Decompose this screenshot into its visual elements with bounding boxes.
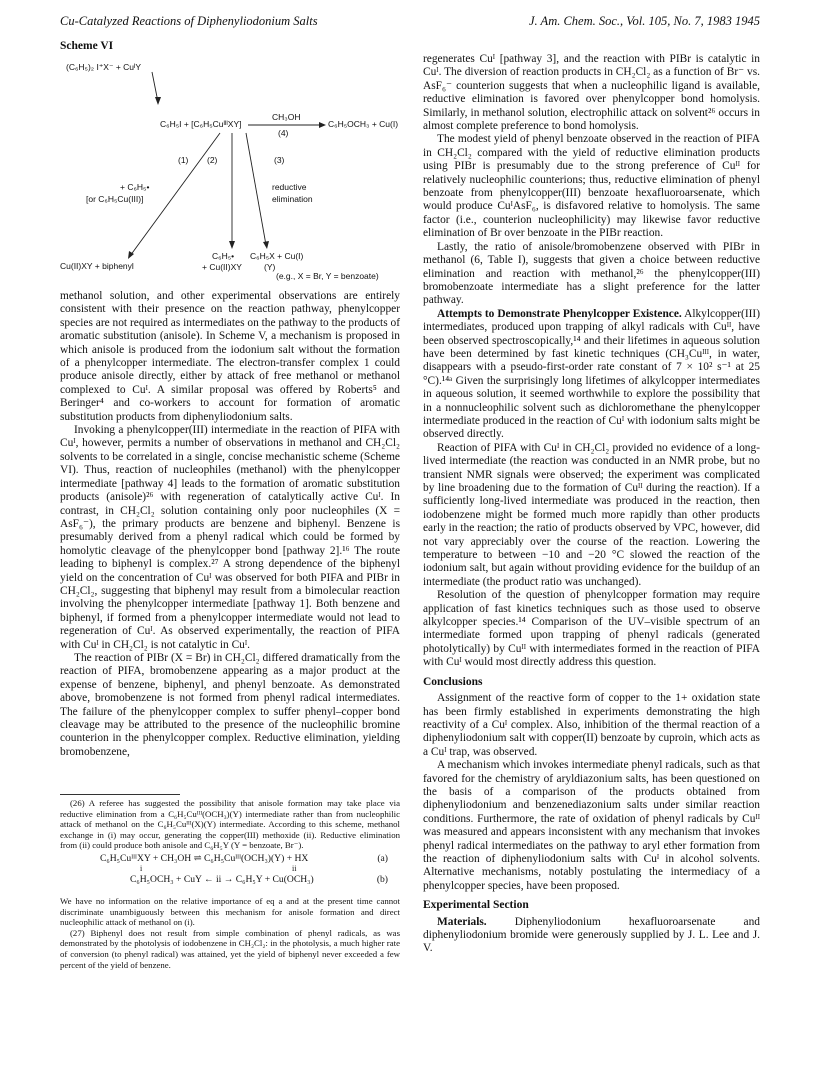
paragraph	[423, 308, 760, 442]
scheme-path1-label-alt: [or C₆H₅Cu(III)]	[86, 194, 144, 204]
paragraph: The reaction of PIBr (X = Br) in CH₂Cl₂ differed dramatically from the reaction of PIFA, bromobenzene appearing as a major product at the expense of benzene, biphenyl, and phenyl benzoate. As demonstrated above, bromobenzene is not formed from phenyl radical intermediates. The failure of the phenylcopper complex to suffer phenyl–copper bond cleavage may be attributed to the presence of the nucleophilic bromine counterion in the phenylcopper complex. Reductive elimination, yielding bromobenzene,	[60, 651, 400, 758]
scheme-product-3-b: (Y)	[264, 262, 276, 272]
paragraph-text: Alkylcopper(III) intermediates, produced upon trapping of alkyl radicals with Cuᴵᴵ, have been observed spectroscopically,¹⁴ and their lifetimes in aqueous solution have been determined by fast kinetic techniques (CH₃Cuᴵᴵᴵ, in water, disappears with a pseudo-first-order rate constant of 7 × 10² s⁻¹ at 25 °C).¹⁴ᵃ Given the surprisingly long lifetimes of alkylcopper intermediates in aqueous solution, it seemed worthwhile to explore the possibility that in a nonnucleophilic solvent such as dichloromethane the phenylcopper intermediate produced in the reaction of Cuᴵ with iodonium salts might be observed directly.	[423, 307, 760, 441]
footnote-26: (26) A referee has suggested the possibility that anisole formation may take place via reductive elimination from a C₆H₅Cuᴵᴵᴵ(OCH₃)(Y) intermediate rather than from nucleophilic attack of methanol on the C₆H₅Cuᴵᴵᴵ(X)(Y) intermediate. According to this scheme, methanol exchange in (i) may occur, generating the copper(III) methoxide (ii). Reductive elimination from (ii) could produce both anisole and C₆H₅Y (Y = benzoate, Br⁻).	[60, 798, 400, 851]
footnote-27: (27) Biphenyl does not result from simple combination of phenyl radicals, as was demonstrated by the photolysis of iodobenzene in CH₂Cl₂: in the photolysis, a much higher rate of conversion (to phenyl radical) was attained, yet the yield of biphenyl never exceeded a few percent of the yield of benzene.	[60, 927, 400, 970]
paragraph: Resolution of the question of phenylcopper formation may require application of fast kinetics techniques such as those used to observe alkylcopper species.¹⁴ Comparison of the UV–visible spectrum of an intermediate formed upon trapping of phenyl radicals (generated photolytically) by Cuᴵᴵ with intermediates formed in the reaction of PIFA with Cuᴵ would most directly address this question.	[423, 589, 760, 669]
equation-a	[60, 854, 400, 872]
right-column	[423, 53, 760, 956]
footnote-26-tail: We have no information on the relative importance of eq a and at the present time cannot discriminate unambiguously between this mechanism for anisole formation and direct nucleophilic attack of methanol on (i).	[60, 895, 400, 928]
scheme-title: Scheme VI	[60, 40, 114, 52]
scheme-path4-number: (4)	[278, 128, 289, 138]
scheme-path2-number: (2)	[207, 155, 218, 165]
arrow-pathway-3	[246, 133, 266, 245]
scheme-path1-label: + C₆H₅•	[120, 182, 150, 192]
paragraph	[423, 916, 760, 956]
scheme-path3-label-2: elimination	[272, 194, 313, 204]
footnotes	[60, 798, 400, 970]
equation-a-text: C₆H₅CuᴵᴵᴵXY + CH₃OH ⇌ C₆H₅Cuᴵᴵᴵ(OCH₃)(Y) + HX	[100, 852, 309, 864]
paragraph: Lastly, the ratio of anisole/bromobenzene observed with PIBr in methanol (6, Table I), suggests that given a choice between reductive elimination and reaction with methanol,²⁶ the phenylcopper(III) bromobenzoate intermediate has a slight preference for the latter pathway.	[423, 240, 760, 307]
section-heading-experimental: Experimental Section	[423, 899, 529, 912]
paragraph: Reaction of PIFA with Cuᴵ in CH₂Cl₂ provided no evidence of a long-lived intermediate (the reaction was conducted in an NMR probe, but no transient NMR signals were observed; the experiment was complicated by line broadening due to the formation of Cuᴵᴵ during the reaction). If a sufficiently long-lived intermediate was produced in the reaction, then iodobenzene might be formed much more rapidly than other products early in the reaction; the ratio of products observed by VPC, however, did not vary appreciably over the course of the reaction. Lowering the temperature to between −10 and −20 °C slowed the reaction of the iodonium salt, but again without providing evidence for the buildup of an intermediate (the product ratio was unchanged).	[423, 441, 760, 588]
equation-a-key: (a)	[377, 852, 388, 864]
paragraph-text: Diphenyliodonium hexafluoroarsenate and diphenyliodonium bromide were generously supplied by J. L. Lee and J. V.	[423, 915, 760, 955]
scheme-product-3: C₆H₅X + Cu(I)	[250, 251, 304, 261]
reaction-scheme	[60, 55, 400, 280]
equation-a-label-i: i	[140, 863, 143, 873]
paragraph: Invoking a phenylcopper(III) intermediate in the reaction of PIFA with Cuᴵ, however, permits a number of observations in methanol and CH₂Cl₂ solvents to be correlated in a single, concise mechanistic scheme (Scheme VI). Thus, reaction of nucleophiles (methanol) with the phenylcopper intermediate [pathway 4] leads to the formation of aromatic substitution products (anisole)²⁶ with regeneration of catalytically active Cuᴵ. In contrast, in CH₂Cl₂ solution containing only poor nucleophiles (X = AsF₆⁻), the primary products are benzene and biphenyl. Benzene is presumably derived from a phenyl radical which could be formed by homolytic cleavage of the phenylcopper bond [pathway 2].¹⁶ The route leading to biphenyl is complex.²⁷ A strong dependence of the biphenyl yield on the concentration of Cuᴵ was observed for both PIFA and PIBr in CH₂Cl₂, suggesting that biphenyl may result from a bimolecular reaction involving the phenylcopper intermediate [pathway 1]. Both benzene and biphenyl, if formed from a phenylcopper intermediate would not lead to regeneration of Cuᴵ. As observed experimentally, the reaction of PIFA with Cuᴵ in CH₂Cl₂ is not catalytic in Cuᴵ.	[60, 424, 400, 651]
scheme-path4-reagent: CH₃OH	[272, 112, 301, 122]
equation-b-text: C₆H₅OCH₃ + CuY ← ii → C₆H₅Y + Cu(OCH₃)	[130, 873, 314, 885]
scheme-path4-product: C₆H₅OCH₃ + Cu(I)	[328, 119, 399, 129]
equation-b-key: (b)	[376, 873, 388, 885]
scheme-path1-number: (1)	[178, 155, 189, 165]
scheme-product-2-b: + Cu(II)XY	[202, 262, 242, 272]
paragraph: The modest yield of phenyl benzoate observed in the reaction of PIFA in CH₂Cl₂ compared with the yield of reductive elimination products using PIBr is presumably due to the strong preference of Cuᴵᴵ for relatively nucleophilic counterions; thus, reductive elimination of phenyl benzoate from phenylcopper(III) benzoate hexafluoroarsenate, which would produce CuᴵAsF₆, is disfavored relative to homolysis. The same factor (i.e., counterion nucleophilicity) may likewise favor reductive elimination of Br over benzoate in the PIBr reaction.	[423, 133, 760, 240]
scheme-path3-label: reductive	[272, 182, 307, 192]
subsection-heading-materials: Materials.	[437, 915, 487, 928]
paragraph: regenerates Cuᴵ [pathway 3], and the reaction with PIBr is catalytic in Cuᴵ. The diversion of reaction products in CH₂Cl₂ as a function of Br⁻ vs. AsF₆⁻ counterion suggests that when a nucleophilic ligand is available, reductive elimination is favored over phenylcopper bond homolysis. Similarly, in methanol solution, electrophilic attack on solvent²⁶ occurs in almost complete preference to bond homolysis.	[423, 53, 760, 133]
left-column	[60, 290, 400, 759]
equation-a-label-ii: ii	[292, 863, 297, 873]
scheme-path3-number: (3)	[274, 155, 285, 165]
equation-b	[60, 875, 400, 893]
arrow-pathway-1	[130, 133, 220, 256]
scheme-product-3-note: (e.g., X = Br, Y = benzoate)	[276, 271, 379, 281]
section-heading-conclusions: Conclusions	[423, 675, 483, 688]
section-heading-phenylcopper: Attempts to Demonstrate Phenylcopper Existence.	[437, 307, 682, 320]
running-header	[60, 14, 760, 30]
footnote-rule	[60, 794, 180, 795]
scheme-reactants: (C₆H₅)₂ I⁺X⁻ + CuᴵY	[66, 62, 142, 72]
scheme-intermediate: C₆H₅I + [C₆H₅CuᴵᴵᴵXY]	[160, 119, 242, 129]
paragraph: Assignment of the reactive form of copper to the 1+ oxidation state has been firmly established in experiments demonstrating the high reactivity of a Cuᴵ complex. Also, inhibition of the thermal reaction of a diphenyliodonium salt with copper(II) benzoate by cuproin, which acts as a Cuᴵ trap, was observed.	[423, 692, 760, 758]
scheme-arrows	[60, 55, 400, 280]
paragraph: A mechanism which invokes intermediate phenyl radicals, such as that favored for the chemistry of aryldiazonium salts, has been questioned on the basis of a comparison of the products obtained from diphenyliodonium and benzenediazonium salts under similar reaction conditions. Furthermore, the rate of oxidation of phenyl radicals by Cuᴵᴵ was measured and appears inconsistent with any mechanism that invokes phenyl radical intermediates on the pathway to aryl ether formation from the reaction of diphenyliodonium salts with Cuᴵ in alcohol solvents. Alternative mechanisms, notably postulating the intermediacy of a phenylcopper species, have been proposed.	[423, 759, 760, 892]
header-citation: J. Am. Chem. Soc., Vol. 105, No. 7, 1983 1945	[528, 14, 760, 28]
paragraph: methanol solution, and other experimental observations are entirely consistent with their presence on the reaction pathway, phenylcopper species are not required as intermediates on the pathway to the products of aromatic substitution (anisole). In Scheme V, a mechanism is proposed in which anisole is produced from the iodonium salt without the formation of a phenylcopper intermediate. The electron-transfer complex 1 could produce anisole directly, either by attack of free methanol or methanol complexed to Cuᴵ. A similar proposal was offered by Roberts⁵ and Beringer⁴ and co-workers to account for formation of aromatic substitution products from diphenyliodonium salts.	[60, 290, 400, 423]
scheme-product-2: C₆H₅•	[212, 251, 235, 261]
scheme-product-1: Cu(II)XY + biphenyl	[60, 261, 134, 271]
header-title: Cu-Catalyzed Reactions of Diphenyliodonium Salts	[60, 14, 318, 28]
